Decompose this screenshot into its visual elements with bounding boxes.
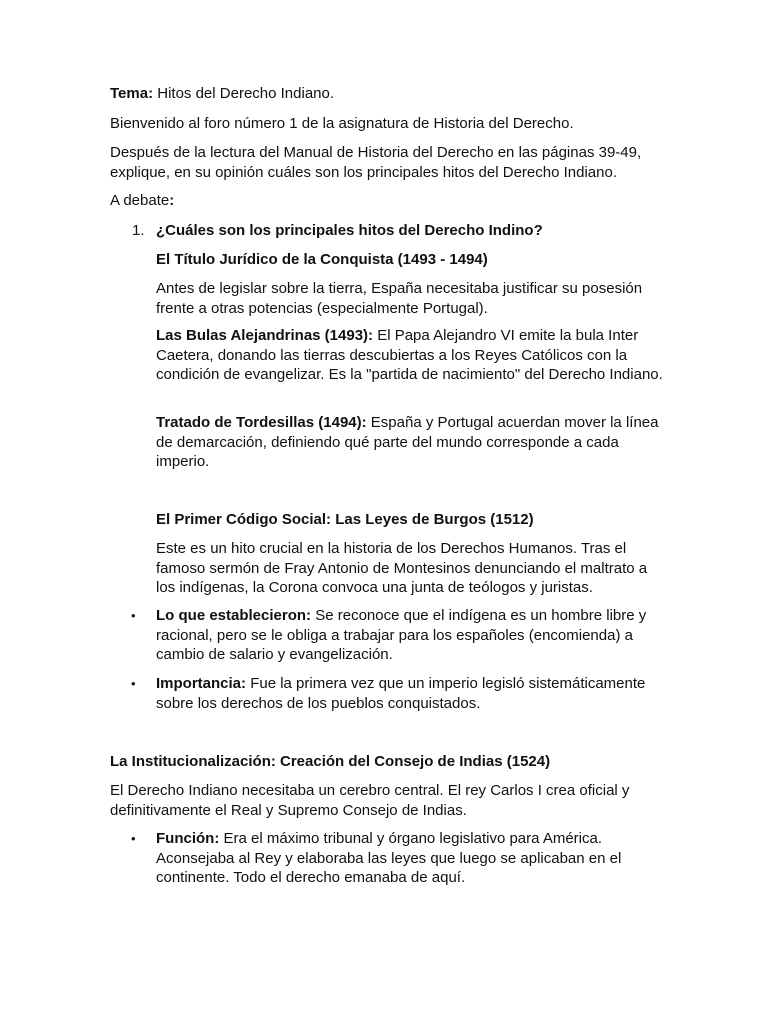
bullet-label: Importancia: [156, 675, 247, 692]
topic-value: Hitos del Derecho Indiano. [157, 85, 335, 102]
bulas-paragraph: Las Bulas Alejandrinas (1493): El Papa Alejandro VI emite la bula Inter Caetera, donando las tierras descubiertas a los Reyes Católicos con la condición de evangelizar. Es la "partida de nacimiento" del Derecho Indiano. [156, 327, 663, 383]
bullet-item: Lo que establecieron: Se reconoce que el indígena es un hombre libre y racional, pero se le obliga a trabajar para los españoles (encomienda) a cambio de salario y evangelización. [156, 607, 647, 663]
tordesillas-paragraph: Tratado de Tordesillas (1494): España y Portugal acuerdan mover la línea de demarcación, definiendo qué parte del mundo corresponde a cada imperio. [156, 414, 659, 470]
section-heading: El Título Jurídico de la Conquista (1493 - 1494) [156, 251, 488, 268]
list-number: 1. [132, 222, 145, 239]
bullet-item: Importancia: Fue la primera vez que un imperio legisló sistemáticamente sobre los derechos de los pueblos conquistados. [156, 675, 646, 712]
bulas-label: Las Bulas Alejandrinas (1493): [156, 327, 374, 344]
bullet-icon: • [131, 676, 136, 691]
bullet-label: Función: [156, 830, 220, 847]
question-heading: ¿Cuáles son los principales hitos del Derecho Indino? [156, 222, 543, 239]
debate-line [110, 191, 666, 211]
debate-label: A debate [110, 192, 170, 209]
section-paragraph: Este es un hito crucial en la historia de los Derechos Humanos. Tras el famoso sermón de Fray Antonio de Montesinos denunciando el maltrato a los indígenas, la Corona convoca una junta de teólogos y juristas. [156, 540, 648, 596]
debate-colon: : [169, 192, 175, 209]
section-heading: La Institucionalización: Creación del Consejo de Indias (1524) [110, 753, 551, 770]
topic-line [110, 84, 666, 104]
welcome-paragraph: Bienvenido al foro número 1 de la asignatura de Historia del Derecho. [110, 115, 574, 132]
bullet-label: Lo que establecieron: [156, 607, 312, 624]
tordesillas-label: Tratado de Tordesillas (1494): [156, 414, 367, 431]
bullet-item: Función: Era el máximo tribunal y órgano legislativo para América. Aconsejaba al Rey y elaboraba las leyes que luego se aplicaban en el continente. Todo el derecho emanaba de aquí. [156, 830, 622, 886]
instructions-paragraph: Después de la lectura del Manual de Historia del Derecho en las páginas 39-49, explique, en su opinión cuáles son los principales hitos del Derecho Indiano. [110, 144, 642, 181]
topic-label: Tema: [110, 85, 154, 102]
section-heading: El Primer Código Social: Las Leyes de Burgos (1512) [156, 511, 534, 528]
section-paragraph: Antes de legislar sobre la tierra, España necesitaba justificar su posesión frente a otras potencias (especialmente Portugal). [156, 280, 643, 317]
bullet-icon: • [131, 831, 136, 846]
section-paragraph: El Derecho Indiano necesitaba un cerebro central. El rey Carlos I crea oficial y definitivamente el Real y Supremo Consejo de Indias. [110, 782, 630, 819]
bullet-icon: • [131, 608, 136, 623]
